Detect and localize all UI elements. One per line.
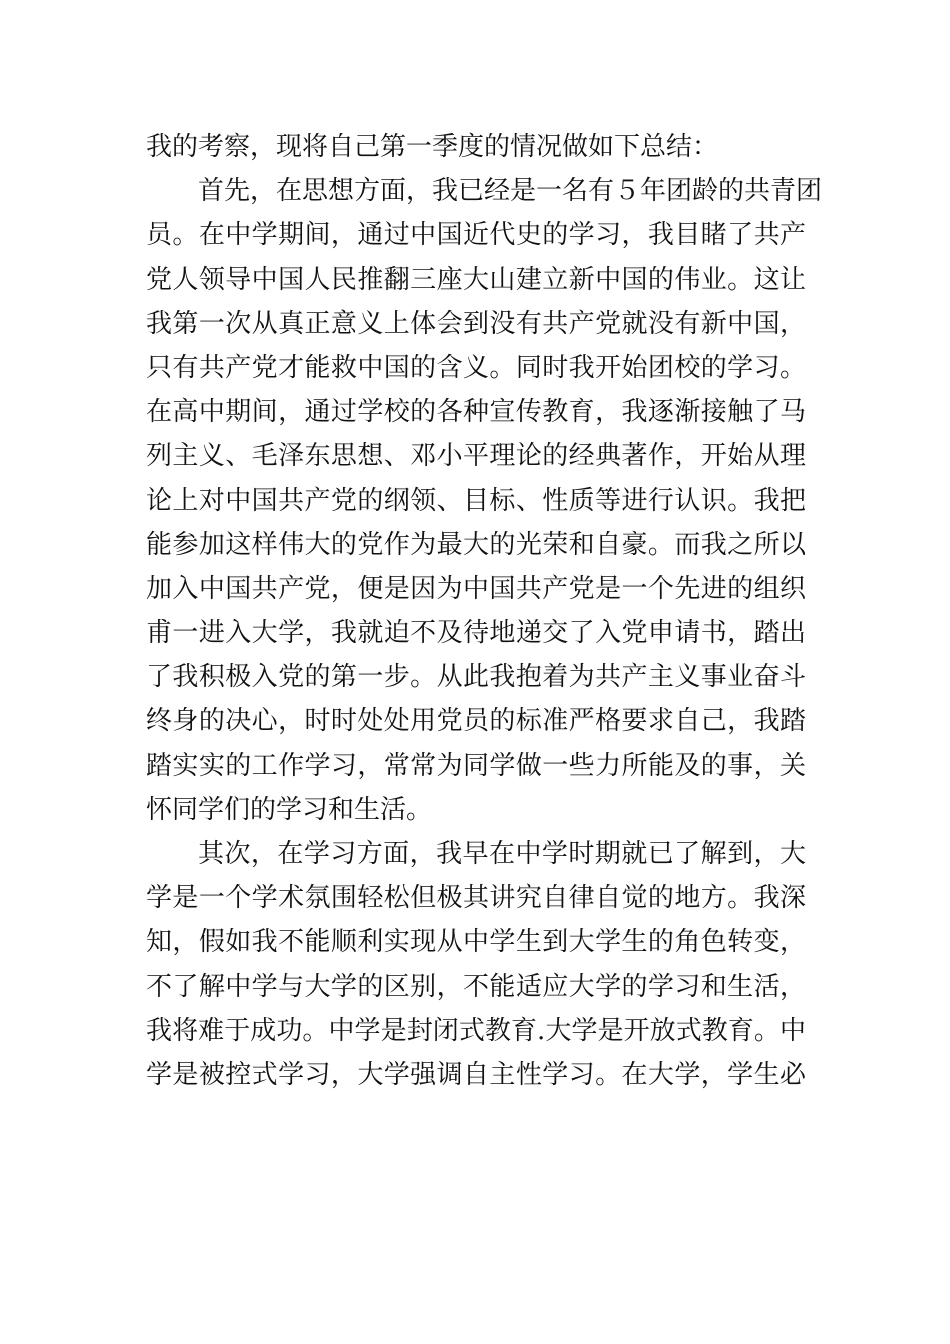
text-line: 知，假如我不能顺利实现从中学生到大学生的角色转变，: [146, 927, 806, 958]
paragraph-start-line: 其次，在学习方面，我早在中学时期就已了解到，大: [198, 839, 806, 869]
text-line: 终身的决心，时时处处用党员的标准严格要求自己，我踏: [146, 706, 806, 737]
text-line: 不了解中学与大学的区别，不能适应大学的学习和生活，: [146, 971, 806, 1002]
text-line: 学是一个学术氛围轻松但极其讲究自律自觉的地方。我深: [146, 883, 806, 914]
text-line: 甫一进入大学，我就迫不及待地递交了入党申请书，踏出: [146, 618, 806, 649]
body-text: [146, 125, 823, 1097]
text-line: 学是被控式学习，大学强调自主性学习。在大学，学生必: [146, 1059, 806, 1090]
text-line: 能参加这样伟大的党作为最大的光荣和自豪。而我之所以: [146, 529, 806, 560]
paragraph-start-line: 首先，在思想方面，我已经是一名有５年团龄的共青团: [198, 176, 823, 207]
text-line: 我的考察，现将自己第一季度的情况做如下总结：: [146, 132, 719, 162]
text-line: 我将难于成功。中学是封闭式教育.大学是开放式教育。中: [146, 1015, 806, 1046]
text-line: 了我积极入党的第一步。从此我抱着为共产主义事业奋斗: [146, 662, 806, 693]
text-line: 只有共产党才能救中国的含义。同时我开始团校的学习。: [146, 352, 806, 383]
text-line: 员。在中学期间，通过中国近代史的学习，我目睹了共产: [146, 220, 806, 251]
text-line: 踏实实的工作学习，常常为同学做一些力所能及的事，关: [146, 750, 806, 781]
text-line: 在高中期间，通过学校的各种宣传教育，我逐渐接触了马: [146, 397, 806, 428]
text-line: 怀同学们的学习和生活。: [146, 794, 433, 825]
text-line: 加入中国共产党，便是因为中国共产党是一个先进的组织: [146, 573, 806, 604]
text-line: 列主义、毛泽东思想、邓小平理论的经典著作，开始从理: [146, 441, 806, 472]
text-line: 论上对中国共产党的纲领、目标、性质等进行认识。我把: [146, 485, 806, 516]
text-line: 我第一次从真正意义上体会到没有共产党就没有新中国，: [146, 308, 806, 339]
text-line: 党人领导中国人民推翻三座大山建立新中国的伟业。这让: [146, 264, 806, 295]
